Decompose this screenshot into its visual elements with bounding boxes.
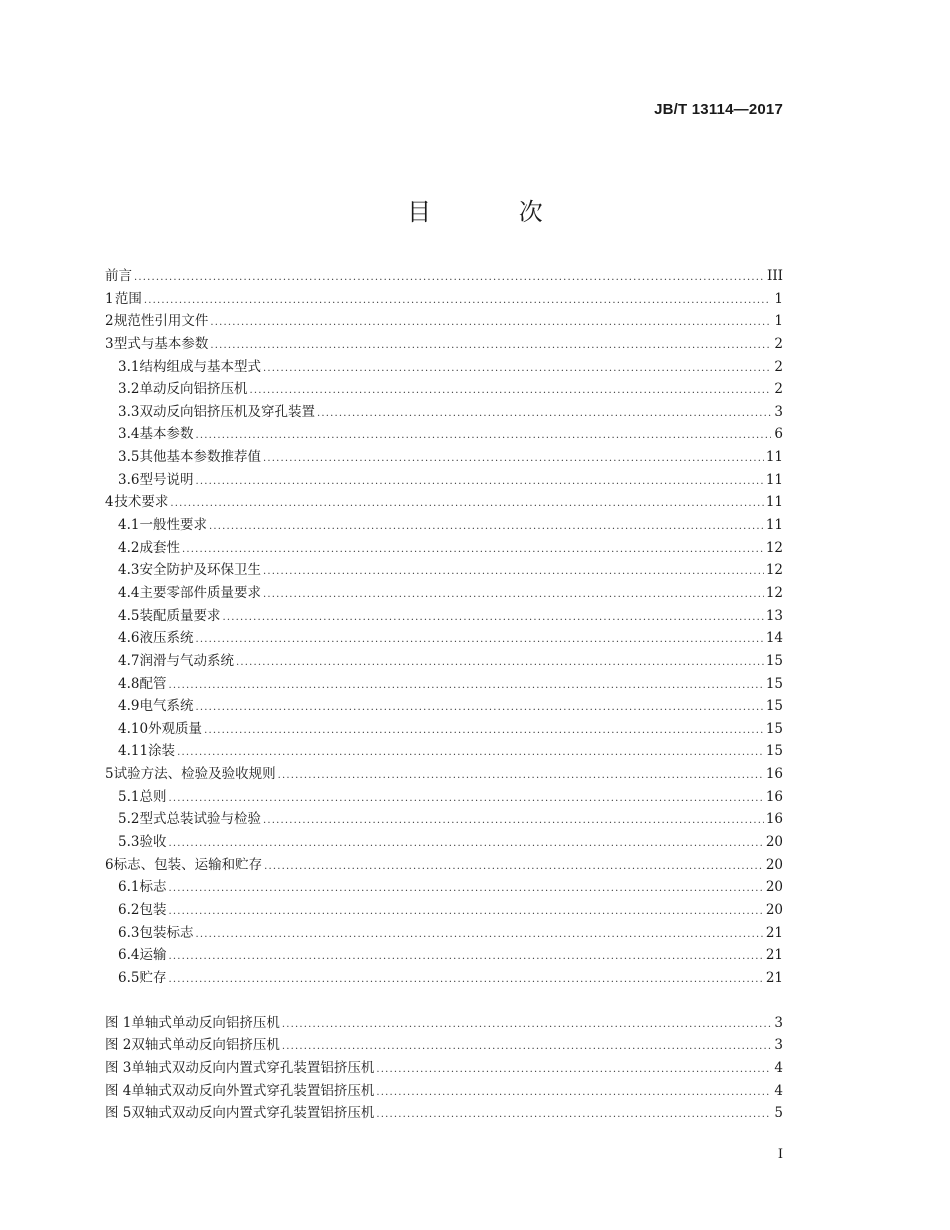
dot-leader [195,634,763,645]
entry-label: 试验方法、检验及验收规则 [113,766,276,783]
entry-number: 4.9 [118,698,140,715]
entry-label: 一般性要求 [139,517,207,534]
entry-page: 15 [765,698,783,715]
entry-number: 5 [105,766,114,783]
toc-entry[interactable] [105,604,783,627]
entry-page: 15 [765,652,783,669]
figure-entry[interactable] [105,1056,783,1079]
entry-page: 12 [765,539,783,556]
entry-number: 3 [105,335,114,352]
toc-entry[interactable] [105,830,783,853]
entry-number: 图 1 [105,1014,132,1031]
dot-leader [168,838,763,849]
toc-entry[interactable] [105,807,783,830]
entry-number: 4.4 [118,584,140,601]
entry-number: 4.10 [118,720,149,737]
entry-label: 其他基本参数推荐值 [139,449,261,466]
entry-label: 型式与基本参数 [113,335,209,352]
entry-number: 4 [105,494,114,511]
toc-entry[interactable] [105,355,783,378]
dot-leader [168,951,763,962]
dot-leader [210,317,771,328]
entry-label: 成套性 [139,539,180,556]
entry-label: 运输 [139,947,167,964]
entry-page: 15 [765,675,783,692]
entry-label: 单轴式单动反向铝挤压机 [131,1014,280,1031]
standard-code: JB/T 13114—2017 [654,101,783,118]
entry-number: 2 [105,313,114,330]
entry-number: 4.6 [118,630,140,647]
entry-label: 单轴式双动反向外置式穿孔装置铝挤压机 [131,1082,375,1099]
entry-label: 装配质量要求 [139,607,221,624]
figure-entry[interactable] [105,1101,783,1124]
toc-entry[interactable] [105,717,783,740]
entry-page: 5 [774,1105,783,1122]
entry-label: 润滑与气动系统 [139,652,234,669]
entry-number: 图 2 [105,1037,132,1054]
toc-entry[interactable] [105,422,783,445]
dot-leader [210,340,771,351]
entry-page: 2 [774,335,783,352]
dot-leader [134,272,765,283]
entry-label: 主要零部件质量要求 [139,584,261,601]
entry-page: 11 [765,471,783,488]
dot-leader [170,498,763,509]
entry-number: 6.4 [118,947,140,964]
entry-page: 20 [765,879,783,896]
toc-entry[interactable] [105,536,783,559]
dot-leader [168,793,763,804]
figure-entry[interactable] [105,1033,783,1056]
entry-page: III [767,268,783,284]
dot-leader [222,612,763,623]
entry-page: 2 [774,381,783,398]
dot-leader [195,702,763,713]
entry-number: 3.3 [118,403,140,420]
entry-page: 4 [774,1059,783,1076]
entry-label: 双轴式单动反向铝挤压机 [131,1037,280,1054]
dot-leader [263,589,764,600]
entry-label: 单轴式双动反向内置式穿孔装置铝挤压机 [131,1059,375,1076]
entry-page: 15 [765,743,783,760]
entry-number: 6.2 [118,901,140,918]
dot-leader [195,430,771,441]
entry-label: 结构组成与基本型式 [139,358,261,375]
page-title: 目 次 [407,198,583,226]
page-number: I [777,1147,783,1162]
entry-page: 6 [774,426,783,443]
entry-label: 双动反向铝挤压机及穿孔装置 [139,403,315,420]
entry-page: 20 [765,834,783,851]
entry-page: 20 [765,856,783,873]
toc-entry[interactable] [105,626,783,649]
dot-leader [236,657,764,668]
toc-entries [105,264,783,989]
entry-number: 3.1 [118,358,140,375]
toc-entry[interactable] [105,875,783,898]
entry-number: 图 5 [105,1105,132,1122]
entry-page: 13 [765,607,783,624]
entry-number: 1 [105,290,114,307]
dot-leader [282,1041,771,1052]
entry-number: 6 [105,856,114,873]
entry-label: 型号说明 [139,471,194,488]
entry-label: 包装标志 [139,924,194,941]
entry-page: 3 [774,1037,783,1054]
dot-leader [168,680,763,691]
entry-label: 验收 [139,834,167,851]
toc-entry[interactable] [105,490,783,513]
figure-list [105,1011,783,1124]
entry-label: 包装 [139,901,167,918]
figure-entry[interactable] [105,1011,783,1034]
entry-number: 4.3 [118,562,140,579]
entry-page: 1 [774,290,783,307]
toc-entry[interactable] [105,739,783,762]
dot-leader [168,883,763,894]
toc-entry[interactable] [105,921,783,944]
toc-entry[interactable] [105,287,783,310]
entry-number: 4.8 [118,675,140,692]
entry-label: 型式总装试验与检验 [139,811,261,828]
entry-number: 3.2 [118,381,140,398]
entry-label: 标志 [139,879,167,896]
entry-number: 3.5 [118,449,140,466]
toc-entry[interactable] [105,853,783,876]
dot-leader [195,929,763,940]
entry-page: 11 [765,517,783,534]
toc-entry[interactable] [105,762,783,785]
dot-leader [376,1064,771,1075]
entry-label: 范围 [114,290,142,307]
entry-number: 3.4 [118,426,140,443]
entry-number: 3.6 [118,471,140,488]
dot-leader [376,1087,771,1098]
entry-number: 6.3 [118,924,140,941]
entry-number: 4.1 [118,517,140,534]
toc-entry[interactable] [105,309,783,332]
toc-entry[interactable] [105,513,783,536]
toc-entry[interactable] [105,558,783,581]
toc-entry[interactable] [105,943,783,966]
toc-entry[interactable] [105,672,783,695]
entry-page: 21 [765,969,783,986]
toc-entry[interactable] [105,966,783,989]
dot-leader [317,408,771,419]
entry-label: 液压系统 [139,630,194,647]
entry-page: 16 [765,766,783,783]
dot-leader [177,747,764,758]
entry-number: 5.2 [118,811,140,828]
entry-page: 1 [774,313,783,330]
entry-label: 前言 [105,268,132,284]
entry-label: 单动反向铝挤压机 [139,381,248,398]
figure-entry[interactable] [105,1079,783,1102]
dot-leader [278,770,764,781]
entry-number: 5.1 [118,788,140,805]
entry-label: 总则 [139,788,167,805]
entry-page: 14 [765,630,783,647]
toc-entry[interactable] [105,332,783,355]
entry-number: 4.5 [118,607,140,624]
dot-leader [209,521,764,532]
entry-page: 3 [774,403,783,420]
entry-page: 15 [765,720,783,737]
toc-entry[interactable] [105,785,783,808]
toc-entry[interactable] [105,898,783,921]
toc-entry[interactable] [105,377,783,400]
entry-label: 技术要求 [114,494,169,511]
toc-entry[interactable] [105,649,783,672]
entry-number: 图 3 [105,1059,132,1076]
entry-page: 2 [774,358,783,375]
entry-page: 20 [765,901,783,918]
entry-number: 4.2 [118,539,140,556]
toc-entry[interactable] [105,468,783,491]
entry-page: 16 [765,811,783,828]
dot-leader [263,363,771,374]
dot-leader [263,566,764,577]
entry-number: 6.1 [118,879,140,896]
dot-leader [195,476,763,487]
entry-page: 11 [765,494,783,511]
entry-label: 双轴式双动反向内置式穿孔装置铝挤压机 [131,1105,375,1122]
dot-leader [282,1019,771,1030]
dot-leader [204,725,764,736]
entry-label: 涂装 [148,743,176,760]
entry-page: 21 [765,924,783,941]
entry-label: 基本参数 [139,426,194,443]
dot-leader [376,1109,771,1120]
dot-leader [168,974,763,985]
entry-label: 标志、包装、运输和贮存 [113,856,263,873]
toc-entry[interactable] [105,694,783,717]
toc-entry[interactable] [105,264,783,287]
entry-number: 5.3 [118,834,140,851]
entry-number: 图 4 [105,1082,132,1099]
entry-label: 电气系统 [139,698,194,715]
entry-number: 4.11 [118,743,149,760]
dot-leader [182,544,764,555]
entry-page: 11 [765,449,783,466]
entry-number: 4.7 [118,652,140,669]
dot-leader [263,815,764,826]
entry-page: 12 [765,584,783,601]
toc-entry[interactable] [105,581,783,604]
entry-label: 外观质量 [148,720,203,737]
dot-leader [168,906,763,917]
entry-page: 3 [774,1014,783,1031]
dot-leader [263,453,764,464]
table-of-contents [105,264,783,1124]
entry-page: 16 [765,788,783,805]
dot-leader [264,861,764,872]
entry-label: 贮存 [139,969,167,986]
entry-label: 配管 [139,675,167,692]
toc-gap [105,989,783,1011]
dot-leader [249,385,771,396]
entry-page: 4 [774,1082,783,1099]
entry-label: 规范性引用文件 [113,313,209,330]
toc-entry[interactable] [105,400,783,423]
entry-page: 12 [765,562,783,579]
entry-page: 21 [765,947,783,964]
dot-leader [144,295,771,306]
toc-entry[interactable] [105,445,783,468]
entry-number: 6.5 [118,969,140,986]
entry-label: 安全防护及环保卫生 [139,562,261,579]
